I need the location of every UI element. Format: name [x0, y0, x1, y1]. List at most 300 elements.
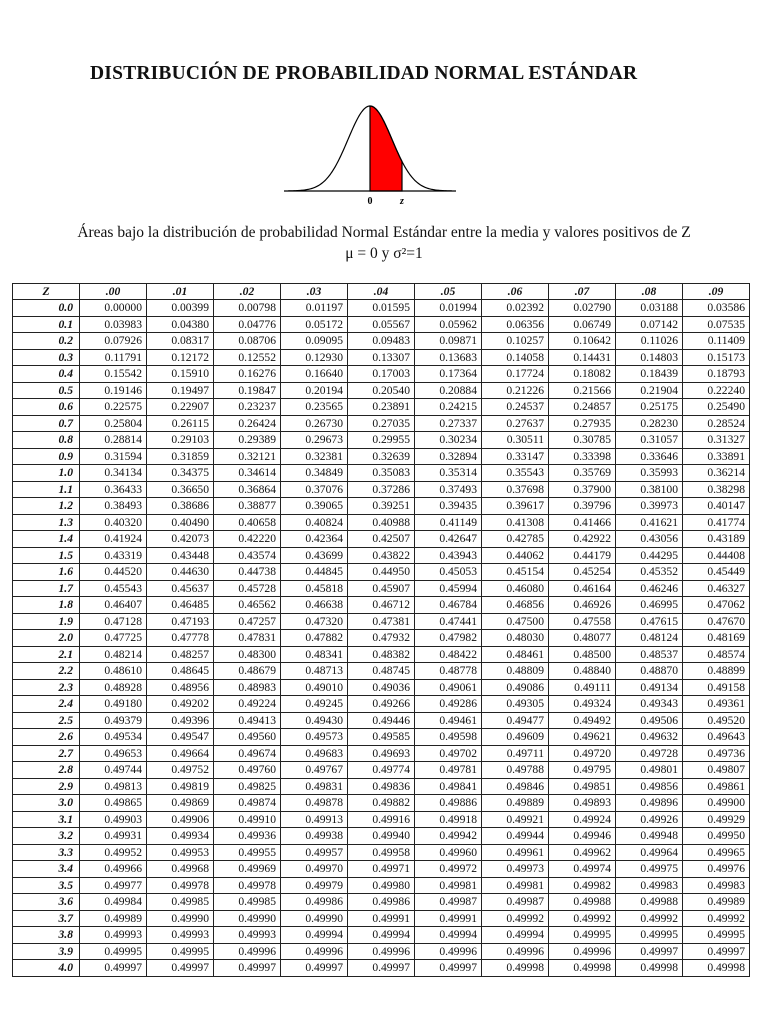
area-cell: 0.47257 — [214, 613, 281, 630]
area-cell: 0.49991 — [348, 910, 415, 927]
area-cell: 0.49819 — [147, 778, 214, 795]
area-cell: 0.02392 — [482, 300, 549, 317]
table-row — [13, 399, 750, 416]
area-cell: 0.49305 — [482, 696, 549, 713]
area-cell: 0.46995 — [616, 597, 683, 614]
header-col: .03 — [281, 284, 348, 300]
table-row — [13, 646, 750, 663]
area-cell: 0.49995 — [147, 943, 214, 960]
area-cell: 0.49856 — [616, 778, 683, 795]
z-value-cell: 3.6 — [13, 894, 80, 911]
area-cell: 0.11026 — [616, 333, 683, 350]
table-row — [13, 696, 750, 713]
area-cell: 0.08317 — [147, 333, 214, 350]
area-cell: 0.49990 — [147, 910, 214, 927]
area-cell: 0.49968 — [147, 861, 214, 878]
area-cell: 0.42922 — [549, 531, 616, 548]
area-cell: 0.43189 — [683, 531, 750, 548]
area-cell: 0.42364 — [281, 531, 348, 548]
area-cell: 0.49882 — [348, 795, 415, 812]
area-cell: 0.44950 — [348, 564, 415, 581]
area-cell: 0.49997 — [683, 943, 750, 960]
area-cell: 0.49996 — [549, 943, 616, 960]
header-col: .06 — [482, 284, 549, 300]
z-value-cell: 0.2 — [13, 333, 80, 350]
table-row — [13, 465, 750, 482]
table-row — [13, 712, 750, 729]
area-cell: 0.49846 — [482, 778, 549, 795]
z-value-cell: 1.6 — [13, 564, 80, 581]
area-cell: 0.06356 — [482, 316, 549, 333]
area-cell: 0.39617 — [482, 498, 549, 515]
area-cell: 0.49086 — [482, 679, 549, 696]
caption — [0, 222, 768, 264]
area-cell: 0.49992 — [683, 910, 750, 927]
area-cell: 0.49962 — [549, 844, 616, 861]
area-cell: 0.45543 — [80, 580, 147, 597]
z-value-cell: 1.1 — [13, 481, 80, 498]
area-cell: 0.49978 — [214, 877, 281, 894]
z-value-cell: 4.0 — [13, 960, 80, 977]
area-cell: 0.49831 — [281, 778, 348, 795]
area-cell: 0.49994 — [348, 927, 415, 944]
table-body — [13, 300, 750, 977]
area-cell: 0.49534 — [80, 729, 147, 746]
area-cell: 0.19847 — [214, 382, 281, 399]
area-cell: 0.49807 — [683, 762, 750, 779]
area-cell: 0.49992 — [549, 910, 616, 927]
area-cell: 0.49924 — [549, 811, 616, 828]
area-cell: 0.49997 — [147, 960, 214, 977]
area-cell: 0.44630 — [147, 564, 214, 581]
area-cell: 0.48574 — [683, 646, 750, 663]
area-cell: 0.49585 — [348, 729, 415, 746]
area-cell: 0.49993 — [80, 927, 147, 944]
area-cell: 0.49973 — [482, 861, 549, 878]
z-table — [12, 283, 750, 977]
area-cell: 0.49961 — [482, 844, 549, 861]
z-value-cell: 0.8 — [13, 432, 80, 449]
area-cell: 0.48983 — [214, 679, 281, 696]
area-cell: 0.37076 — [281, 481, 348, 498]
area-cell: 0.49886 — [415, 795, 482, 812]
area-cell: 0.35543 — [482, 465, 549, 482]
area-cell: 0.13307 — [348, 349, 415, 366]
area-cell: 0.46246 — [616, 580, 683, 597]
area-cell: 0.36650 — [147, 481, 214, 498]
area-cell: 0.20884 — [415, 382, 482, 399]
table-row — [13, 316, 750, 333]
table-row — [13, 762, 750, 779]
table-row — [13, 679, 750, 696]
area-cell: 0.01197 — [281, 300, 348, 317]
z-value-cell: 1.8 — [13, 597, 80, 614]
table-row — [13, 795, 750, 812]
z-value-cell: 3.0 — [13, 795, 80, 812]
area-cell: 0.45254 — [549, 564, 616, 581]
area-cell: 0.47932 — [348, 630, 415, 647]
area-cell: 0.49036 — [348, 679, 415, 696]
area-cell: 0.49965 — [683, 844, 750, 861]
header-col: .07 — [549, 284, 616, 300]
z-value-cell: 1.5 — [13, 547, 80, 564]
area-cell: 0.45637 — [147, 580, 214, 597]
area-cell: 0.10257 — [482, 333, 549, 350]
area-cell: 0.49948 — [616, 828, 683, 845]
area-cell: 0.49825 — [214, 778, 281, 795]
area-cell: 0.12172 — [147, 349, 214, 366]
area-cell: 0.32894 — [415, 448, 482, 465]
area-cell: 0.26115 — [147, 415, 214, 432]
area-cell: 0.12552 — [214, 349, 281, 366]
area-cell: 0.49893 — [549, 795, 616, 812]
table-row — [13, 663, 750, 680]
area-cell: 0.39973 — [616, 498, 683, 515]
z-table-container — [12, 283, 750, 977]
header-z: Z — [13, 284, 80, 300]
z-value-cell: 0.5 — [13, 382, 80, 399]
area-cell: 0.49266 — [348, 696, 415, 713]
z-value-cell: 0.0 — [13, 300, 80, 317]
header-col: .05 — [415, 284, 482, 300]
area-cell: 0.45154 — [482, 564, 549, 581]
area-cell: 0.49910 — [214, 811, 281, 828]
area-cell: 0.04776 — [214, 316, 281, 333]
table-row — [13, 894, 750, 911]
area-cell: 0.49996 — [482, 943, 549, 960]
area-cell: 0.49609 — [482, 729, 549, 746]
table-row — [13, 432, 750, 449]
area-cell: 0.49874 — [214, 795, 281, 812]
area-cell: 0.48610 — [80, 663, 147, 680]
caption-line-2: μ = 0 y σ²=1 — [345, 245, 423, 262]
area-cell: 0.26424 — [214, 415, 281, 432]
z-value-cell: 2.7 — [13, 745, 80, 762]
area-cell: 0.36433 — [80, 481, 147, 498]
area-cell: 0.35083 — [348, 465, 415, 482]
area-cell: 0.49111 — [549, 679, 616, 696]
area-cell: 0.49158 — [683, 679, 750, 696]
table-row — [13, 943, 750, 960]
table-row — [13, 382, 750, 399]
area-cell: 0.49202 — [147, 696, 214, 713]
table-row — [13, 366, 750, 383]
area-cell: 0.49767 — [281, 762, 348, 779]
area-cell: 0.46080 — [482, 580, 549, 597]
table-row — [13, 910, 750, 927]
area-cell: 0.49982 — [549, 877, 616, 894]
area-cell: 0.21566 — [549, 382, 616, 399]
area-cell: 0.49936 — [214, 828, 281, 845]
area-cell: 0.18793 — [683, 366, 750, 383]
z-value-cell: 0.6 — [13, 399, 80, 416]
page-title: DISTRIBUCIÓN DE PROBABILIDAD NORMAL ESTÁNDAR — [90, 63, 638, 84]
area-cell: 0.49996 — [415, 943, 482, 960]
area-cell: 0.49693 — [348, 745, 415, 762]
area-cell: 0.48257 — [147, 646, 214, 663]
area-cell: 0.49991 — [415, 910, 482, 927]
area-cell: 0.45053 — [415, 564, 482, 581]
area-cell: 0.49985 — [214, 894, 281, 911]
area-cell: 0.48537 — [616, 646, 683, 663]
area-cell: 0.27035 — [348, 415, 415, 432]
area-cell: 0.49061 — [415, 679, 482, 696]
area-cell: 0.49180 — [80, 696, 147, 713]
area-cell: 0.18439 — [616, 366, 683, 383]
area-cell: 0.41466 — [549, 514, 616, 531]
area-cell: 0.20540 — [348, 382, 415, 399]
area-cell: 0.15910 — [147, 366, 214, 383]
area-cell: 0.10642 — [549, 333, 616, 350]
area-cell: 0.27637 — [482, 415, 549, 432]
area-cell: 0.49598 — [415, 729, 482, 746]
area-cell: 0.49993 — [214, 927, 281, 944]
area-cell: 0.43056 — [616, 531, 683, 548]
area-cell: 0.38100 — [616, 481, 683, 498]
area-cell: 0.49966 — [80, 861, 147, 878]
area-cell: 0.49997 — [80, 960, 147, 977]
area-cell: 0.34849 — [281, 465, 348, 482]
area-cell: 0.28814 — [80, 432, 147, 449]
area-cell: 0.46562 — [214, 597, 281, 614]
area-cell: 0.49964 — [616, 844, 683, 861]
area-cell: 0.47128 — [80, 613, 147, 630]
area-cell: 0.40320 — [80, 514, 147, 531]
area-cell: 0.49861 — [683, 778, 750, 795]
area-cell: 0.48300 — [214, 646, 281, 663]
z-value-cell: 1.9 — [13, 613, 80, 630]
area-cell: 0.49744 — [80, 762, 147, 779]
area-cell: 0.30785 — [549, 432, 616, 449]
area-cell: 0.31594 — [80, 448, 147, 465]
area-cell: 0.49990 — [281, 910, 348, 927]
area-cell: 0.49998 — [549, 960, 616, 977]
area-cell: 0.49774 — [348, 762, 415, 779]
area-cell: 0.43319 — [80, 547, 147, 564]
area-cell: 0.49245 — [281, 696, 348, 713]
area-cell: 0.44295 — [616, 547, 683, 564]
z-value-cell: 1.2 — [13, 498, 80, 515]
area-cell: 0.16640 — [281, 366, 348, 383]
area-cell: 0.49938 — [281, 828, 348, 845]
area-cell: 0.33646 — [616, 448, 683, 465]
area-cell: 0.03188 — [616, 300, 683, 317]
area-cell: 0.49621 — [549, 729, 616, 746]
area-cell: 0.23237 — [214, 399, 281, 416]
area-cell: 0.49955 — [214, 844, 281, 861]
area-cell: 0.42785 — [482, 531, 549, 548]
area-cell: 0.49974 — [549, 861, 616, 878]
header-col: .04 — [348, 284, 415, 300]
area-cell: 0.12930 — [281, 349, 348, 366]
area-cell: 0.48382 — [348, 646, 415, 663]
z-value-cell: 2.4 — [13, 696, 80, 713]
area-cell: 0.13683 — [415, 349, 482, 366]
area-cell: 0.31057 — [616, 432, 683, 449]
area-cell: 0.44845 — [281, 564, 348, 581]
area-cell: 0.17003 — [348, 366, 415, 383]
z-value-cell: 3.1 — [13, 811, 80, 828]
header-col: .08 — [616, 284, 683, 300]
area-cell: 0.37286 — [348, 481, 415, 498]
area-cell: 0.49664 — [147, 745, 214, 762]
area-cell: 0.19146 — [80, 382, 147, 399]
area-cell: 0.41774 — [683, 514, 750, 531]
area-cell: 0.49720 — [549, 745, 616, 762]
area-cell: 0.48809 — [482, 663, 549, 680]
area-cell: 0.49950 — [683, 828, 750, 845]
area-cell: 0.49944 — [482, 828, 549, 845]
area-cell: 0.49841 — [415, 778, 482, 795]
area-cell: 0.47381 — [348, 613, 415, 630]
area-cell: 0.39435 — [415, 498, 482, 515]
area-cell: 0.49984 — [80, 894, 147, 911]
area-cell: 0.45818 — [281, 580, 348, 597]
area-cell: 0.45352 — [616, 564, 683, 581]
area-cell: 0.49836 — [348, 778, 415, 795]
area-cell: 0.40147 — [683, 498, 750, 515]
area-cell: 0.44738 — [214, 564, 281, 581]
area-cell: 0.25490 — [683, 399, 750, 416]
area-cell: 0.49985 — [147, 894, 214, 911]
area-cell: 0.49997 — [348, 960, 415, 977]
area-cell: 0.08706 — [214, 333, 281, 350]
area-cell: 0.22575 — [80, 399, 147, 416]
area-cell: 0.25175 — [616, 399, 683, 416]
area-cell: 0.48422 — [415, 646, 482, 663]
table-row — [13, 415, 750, 432]
area-cell: 0.47615 — [616, 613, 683, 630]
table-row — [13, 349, 750, 366]
area-cell: 0.43448 — [147, 547, 214, 564]
area-cell: 0.49934 — [147, 828, 214, 845]
area-cell: 0.22240 — [683, 382, 750, 399]
label-zero: 0 — [367, 196, 373, 207]
area-cell: 0.35314 — [415, 465, 482, 482]
area-cell: 0.49520 — [683, 712, 750, 729]
header-col: .02 — [214, 284, 281, 300]
area-cell: 0.41308 — [482, 514, 549, 531]
area-cell: 0.46327 — [683, 580, 750, 597]
area-cell: 0.29103 — [147, 432, 214, 449]
area-cell: 0.34614 — [214, 465, 281, 482]
area-cell: 0.00798 — [214, 300, 281, 317]
table-header-row — [13, 284, 750, 300]
area-cell: 0.29389 — [214, 432, 281, 449]
area-cell: 0.29673 — [281, 432, 348, 449]
area-cell: 0.40658 — [214, 514, 281, 531]
area-cell: 0.42507 — [348, 531, 415, 548]
area-cell: 0.37493 — [415, 481, 482, 498]
area-cell: 0.00000 — [80, 300, 147, 317]
area-cell: 0.49977 — [80, 877, 147, 894]
area-cell: 0.49994 — [415, 927, 482, 944]
area-cell: 0.49926 — [616, 811, 683, 828]
area-cell: 0.49953 — [147, 844, 214, 861]
area-cell: 0.47831 — [214, 630, 281, 647]
area-cell: 0.47882 — [281, 630, 348, 647]
area-cell: 0.49970 — [281, 861, 348, 878]
caption-line-1: Áreas bajo la distribución de probabilidad Normal Estándar entre la media y valores positivos de Z — [77, 224, 691, 241]
z-value-cell: 2.3 — [13, 679, 80, 696]
table-row — [13, 778, 750, 795]
area-cell: 0.48500 — [549, 646, 616, 663]
area-cell: 0.24537 — [482, 399, 549, 416]
z-value-cell: 3.9 — [13, 943, 80, 960]
area-cell: 0.07926 — [80, 333, 147, 350]
area-cell: 0.19497 — [147, 382, 214, 399]
area-cell: 0.47725 — [80, 630, 147, 647]
table-row — [13, 811, 750, 828]
area-cell: 0.01595 — [348, 300, 415, 317]
area-cell: 0.40824 — [281, 514, 348, 531]
area-cell: 0.49343 — [616, 696, 683, 713]
table-row — [13, 729, 750, 746]
area-cell: 0.45449 — [683, 564, 750, 581]
area-cell: 0.49913 — [281, 811, 348, 828]
area-cell: 0.49752 — [147, 762, 214, 779]
area-cell: 0.49998 — [482, 960, 549, 977]
area-cell: 0.33147 — [482, 448, 549, 465]
area-cell: 0.17364 — [415, 366, 482, 383]
z-value-cell: 2.5 — [13, 712, 80, 729]
area-cell: 0.49702 — [415, 745, 482, 762]
area-cell: 0.48461 — [482, 646, 549, 663]
area-cell: 0.46712 — [348, 597, 415, 614]
area-cell: 0.28230 — [616, 415, 683, 432]
area-cell: 0.20194 — [281, 382, 348, 399]
area-cell: 0.05172 — [281, 316, 348, 333]
table-row — [13, 481, 750, 498]
area-cell: 0.49865 — [80, 795, 147, 812]
area-cell: 0.21226 — [482, 382, 549, 399]
area-cell: 0.49981 — [482, 877, 549, 894]
area-cell: 0.49996 — [214, 943, 281, 960]
area-cell: 0.37900 — [549, 481, 616, 498]
z-value-cell: 1.7 — [13, 580, 80, 597]
area-cell: 0.27337 — [415, 415, 482, 432]
area-cell: 0.48341 — [281, 646, 348, 663]
area-cell: 0.11409 — [683, 333, 750, 350]
table-row — [13, 498, 750, 515]
table-row — [13, 877, 750, 894]
area-cell: 0.41924 — [80, 531, 147, 548]
area-cell: 0.25804 — [80, 415, 147, 432]
area-cell: 0.49906 — [147, 811, 214, 828]
area-cell: 0.28524 — [683, 415, 750, 432]
area-cell: 0.49958 — [348, 844, 415, 861]
area-cell: 0.47500 — [482, 613, 549, 630]
area-cell: 0.33398 — [549, 448, 616, 465]
z-value-cell: 2.6 — [13, 729, 80, 746]
area-cell: 0.05962 — [415, 316, 482, 333]
z-value-cell: 0.7 — [13, 415, 80, 432]
area-cell: 0.49988 — [549, 894, 616, 911]
area-cell: 0.47193 — [147, 613, 214, 630]
area-cell: 0.43574 — [214, 547, 281, 564]
area-cell: 0.48645 — [147, 663, 214, 680]
area-cell: 0.48679 — [214, 663, 281, 680]
z-value-cell: 3.7 — [13, 910, 80, 927]
area-cell: 0.46784 — [415, 597, 482, 614]
area-cell: 0.49946 — [549, 828, 616, 845]
area-cell: 0.44062 — [482, 547, 549, 564]
z-value-cell: 3.3 — [13, 844, 80, 861]
area-cell: 0.49413 — [214, 712, 281, 729]
z-value-cell: 0.1 — [13, 316, 80, 333]
area-cell: 0.47062 — [683, 597, 750, 614]
area-cell: 0.49632 — [616, 729, 683, 746]
